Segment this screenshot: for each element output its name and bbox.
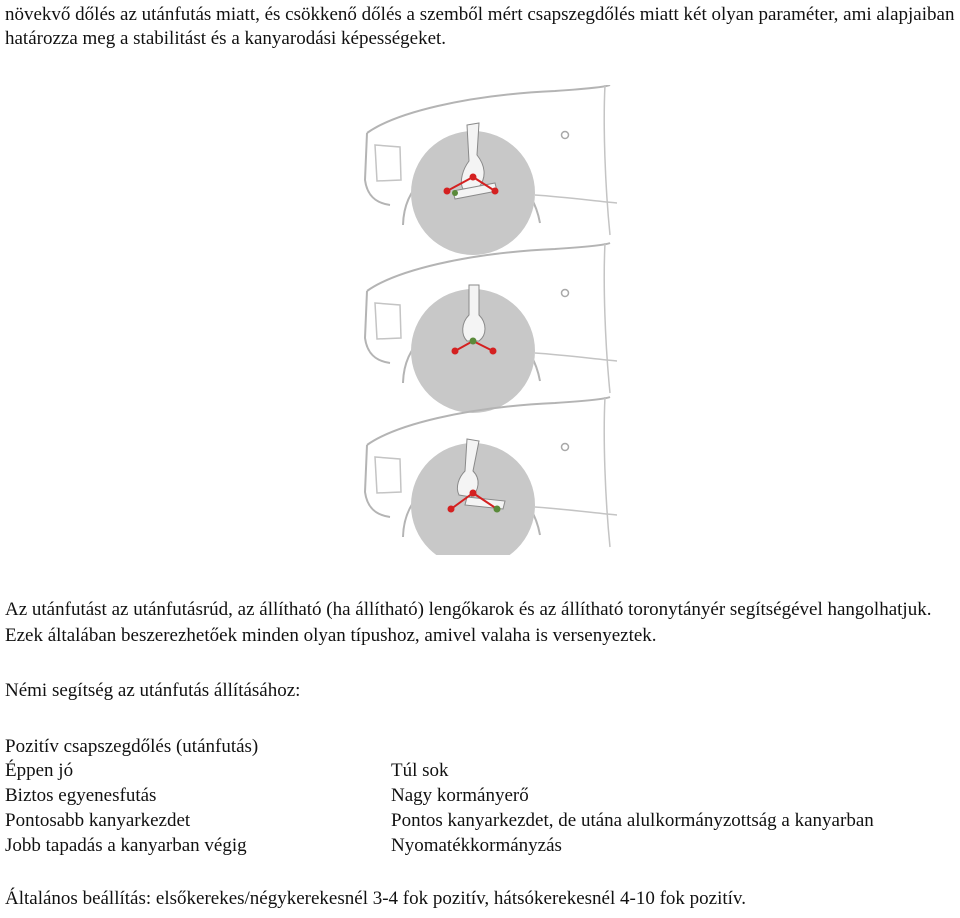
adjustment-paragraph: Az utánfutást az utánfutásrúd, az állítható (ha állítható) lengőkarok és az állítható toronytányér segítségével hangolhatjuk. Ezek általában beszerezhetőek minden olyan típushoz, amivel valaha is versenyeztek. — [5, 599, 932, 646]
general-setting: Általános beállítás: elsőkerekes/négykerekesnél 3-4 fok pozitív, hátsókerekesnél 4-10 fok pozitív. — [5, 888, 746, 909]
intro-paragraph: növekvő dőlés az utánfutás miatt, és csökkenő dőlés a szemből mért csapszegdőlés miatt két olyan paraméter, ami alapjaiban határozza meg a stabilitást és a kanyarodási képességeket. — [5, 4, 955, 49]
list-item: Nagy kormányerő — [391, 785, 529, 806]
help-heading: Némi segítség az utánfutás állításához: — [5, 680, 301, 701]
caster-illustration — [355, 85, 640, 555]
list-item: Pontos kanyarkezdet, de utána alulkormányzottság a kanyarban — [391, 810, 874, 831]
list-item: Biztos egyenesfutás — [5, 785, 157, 806]
comparison-heading: Pozitív csapszegdőlés (utánfutás) — [5, 736, 259, 757]
list-item: Éppen jó — [5, 760, 74, 781]
caster-negative-icon — [365, 397, 617, 555]
caster-positive-icon — [365, 85, 617, 255]
caster-neutral-icon — [365, 243, 617, 413]
list-item: Túl sok — [391, 760, 449, 781]
list-item: Nyomatékkormányzás — [391, 835, 562, 856]
list-item: Jobb tapadás a kanyarban végig — [5, 835, 247, 856]
comparison-right-column — [391, 759, 874, 859]
list-item: Pontosabb kanyarkezdet — [5, 810, 191, 831]
comparison-left-column — [5, 759, 247, 859]
